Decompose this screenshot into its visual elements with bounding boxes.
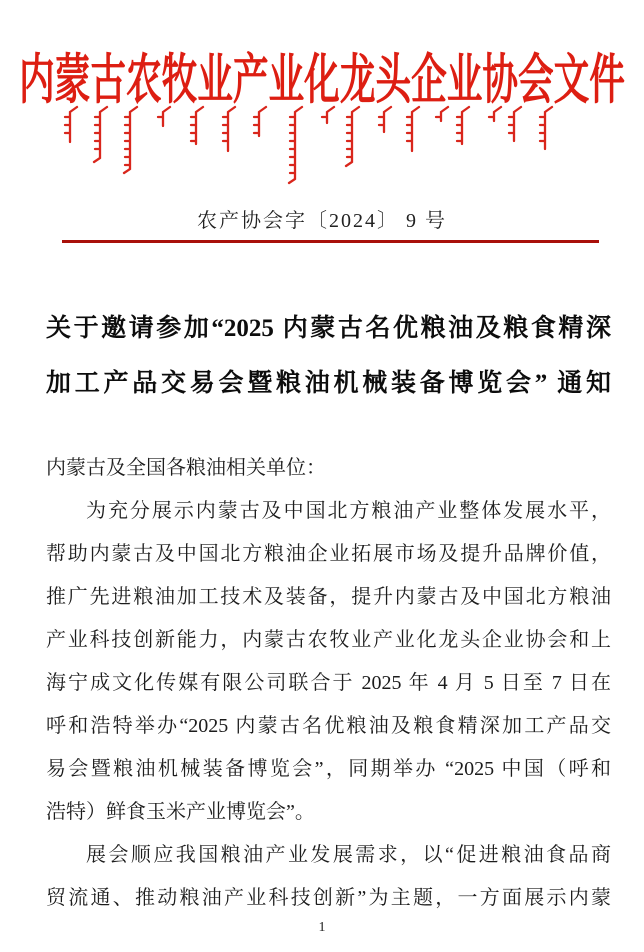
mongolian-script-icon: [0, 104, 644, 190]
body-line: 贸流通、推动粮油产业科技创新”为主题，一方面展示内蒙: [46, 887, 611, 909]
body-line: 呼和浩特举办“2025 内蒙古名优粮油及粮食精深加工产品交: [46, 715, 611, 737]
document-title-line-1: 关于邀请参加“2025 内蒙古名优粮油及粮食精深: [46, 315, 611, 342]
doc-number: 农产协会字〔2024〕 9 号: [197, 210, 447, 232]
body-line: 为充分展示内蒙古及中国北方粮油产业整体发展水平，: [86, 500, 611, 522]
document-title-line-2: 加工产品交易会暨粮油机械装备博览会” 通知: [46, 370, 611, 397]
red-separator-rule: [62, 240, 599, 243]
body-line: 产业科技创新能力，内蒙古农牧业产业化龙头企业协会和上: [46, 629, 611, 651]
body-line: 易会暨粮油机械装备博览会”，同期举办 “2025 中国（呼和: [46, 758, 611, 780]
body-line: 浩特）鲜食玉米产业博览会”。: [46, 801, 315, 823]
document-body: [46, 447, 611, 920]
letterhead-org-title: 内蒙古农牧业产业化龙头企业协会文件: [19, 50, 625, 110]
page-number: 1: [318, 920, 326, 935]
body-line: 帮助内蒙古及中国北方粮油企业拓展市场及提升品牌价值，: [46, 543, 611, 565]
salutation: 内蒙古及全国各粮油相关单位：: [46, 457, 326, 479]
body-line: 推广先进粮油加工技术及装备，提升内蒙古及中国北方粮油: [46, 586, 611, 608]
document-title: [46, 301, 611, 411]
body-line: 展会顺应我国粮油产业发展需求，以“促进粮油食品商: [86, 844, 611, 866]
body-line: 海宁成文化传媒有限公司联合于 2025 年 4 月 5 日至 7 日在: [46, 672, 611, 694]
